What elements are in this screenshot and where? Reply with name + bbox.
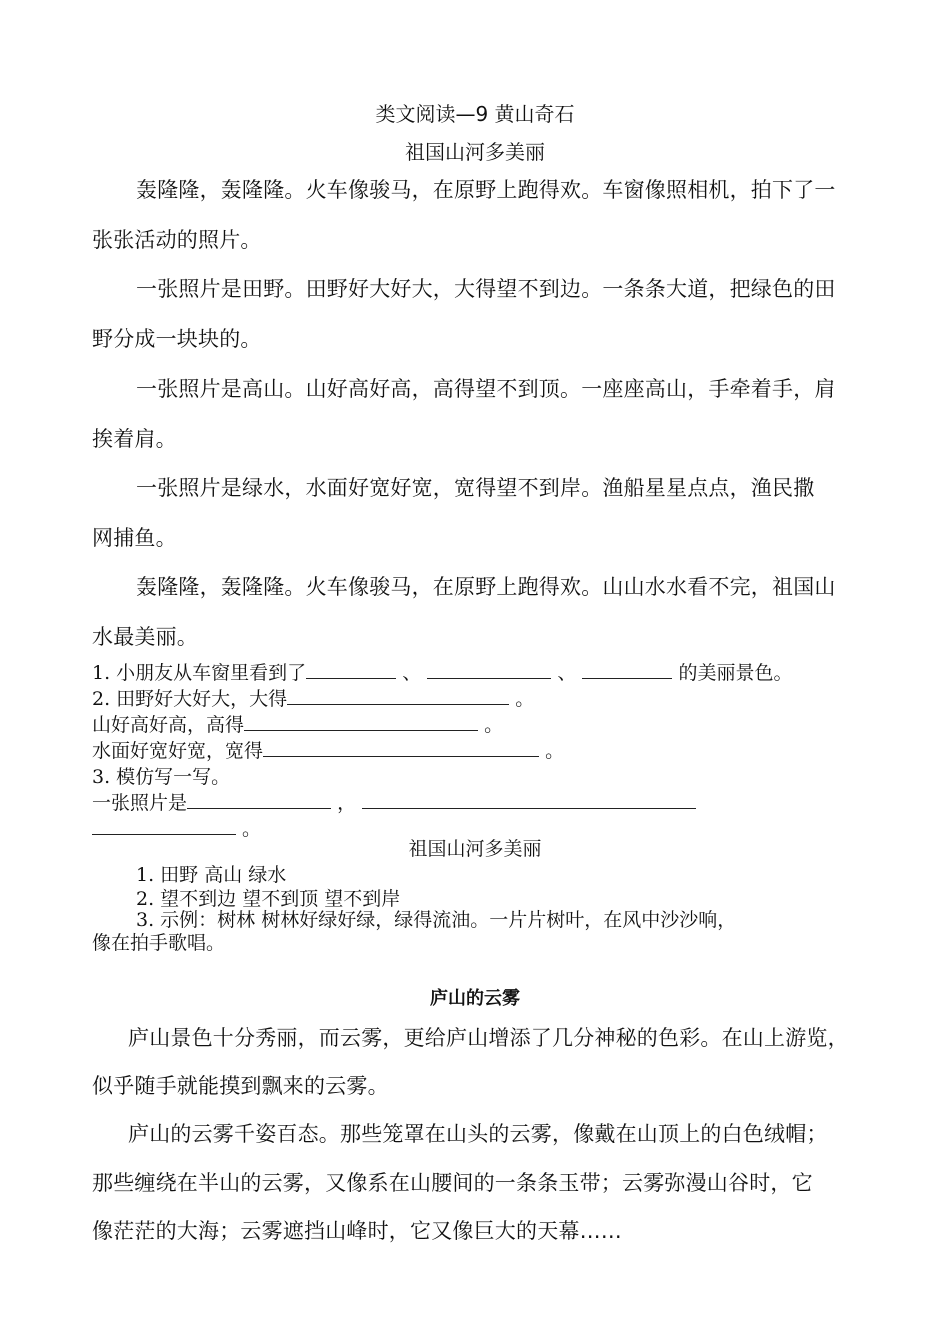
- answer-3: 3. 示例：树林 树林好绿好绿，绿得流油。一片片树叶，在风中沙沙响，: [136, 909, 737, 931]
- passage-line: 像茫茫的大海；云雾遮挡山峰时，它又像巨大的天幕……: [92, 1219, 622, 1243]
- passage-line: 野分成一块块的。: [92, 327, 262, 351]
- answer-blank[interactable]: [582, 660, 672, 679]
- question-2b: [92, 710, 503, 737]
- passage-line: 网捕鱼。: [92, 526, 177, 550]
- answer-blank[interactable]: [263, 738, 539, 757]
- passage-line: 似乎随手就能摸到飘来的云雾。: [92, 1074, 389, 1098]
- question-3: 3. 模仿写一写。: [92, 766, 231, 788]
- question-2: [92, 684, 534, 711]
- question-text: 1. 小朋友从车窗里看到了: [92, 662, 307, 684]
- answer-blank[interactable]: [362, 790, 696, 809]
- passage-title: 祖国山河多美丽: [405, 140, 545, 164]
- passage-line: 轰隆隆，轰隆隆。火车像骏马，在原野上跑得欢。车窗像照相机，拍下了一: [136, 178, 836, 202]
- question-text: 。: [515, 688, 535, 710]
- passage-line: 张张活动的照片。: [92, 228, 262, 252]
- answer-blank[interactable]: [427, 660, 551, 679]
- page-title: 类文阅读—9 黄山奇石: [375, 102, 575, 126]
- separator: 、: [557, 662, 577, 684]
- question-2c: [92, 736, 564, 763]
- question-text: 。: [242, 818, 262, 840]
- passage-line: 轰隆隆，轰隆隆。火车像骏马，在原野上跑得欢。山山水水看不完，祖国山: [136, 575, 836, 599]
- passage-line: 那些缠绕在半山的云雾，又像系在山腰间的一条条玉带；云雾弥漫山谷时，它: [92, 1171, 813, 1195]
- question-text: 水面好宽好宽，宽得: [92, 740, 264, 762]
- answer-blank[interactable]: [287, 686, 509, 705]
- passage-line: 一张照片是高山。山好高好高，高得望不到顶。一座座高山，手牵着手，肩: [136, 377, 836, 401]
- passage-line: 挨着肩。: [92, 427, 177, 451]
- answer-blank[interactable]: [306, 660, 396, 679]
- question-text: 2. 田野好大好大，大得: [92, 688, 288, 710]
- passage-line: 一张照片是田野。田野好大好大，大得望不到边。一条条大道，把绿色的田: [136, 277, 836, 301]
- question-text: 一张照片是: [92, 792, 188, 814]
- question-3-line: [92, 788, 696, 815]
- answer-1: 1. 田野 高山 绿水: [136, 864, 287, 886]
- answer-blank[interactable]: [92, 816, 236, 835]
- passage-line: 庐山的云雾千姿百态。那些笼罩在山头的云雾，像戴在山顶上的白色绒帽；: [128, 1122, 828, 1146]
- question-text: 山好高好高，高得: [92, 714, 245, 736]
- question-text: 。: [545, 740, 565, 762]
- answer-blank[interactable]: [187, 790, 331, 809]
- question-text: 的美丽景色。: [678, 662, 793, 684]
- answer-3-cont: 像在拍手歌唱。: [92, 932, 226, 954]
- passage-line: 水最美丽。: [92, 625, 198, 649]
- separator: 、: [402, 662, 422, 684]
- passage-line: 庐山景色十分秀丽，而云雾，更给庐山增添了几分神秘的色彩。在山上游览，: [128, 1026, 849, 1050]
- answer-blank[interactable]: [244, 712, 478, 731]
- answers-title: 祖国山河多美丽: [408, 838, 542, 860]
- separator: ，: [337, 792, 357, 814]
- question-text: 。: [484, 714, 504, 736]
- passage-line: 一张照片是绿水，水面好宽好宽，宽得望不到岸。渔船星星点点，渔民撒: [136, 476, 815, 500]
- question-1: [92, 658, 792, 685]
- passage2-title: 庐山的云雾: [430, 988, 520, 1009]
- answer-2: 2. 望不到边 望不到顶 望不到岸: [136, 888, 401, 910]
